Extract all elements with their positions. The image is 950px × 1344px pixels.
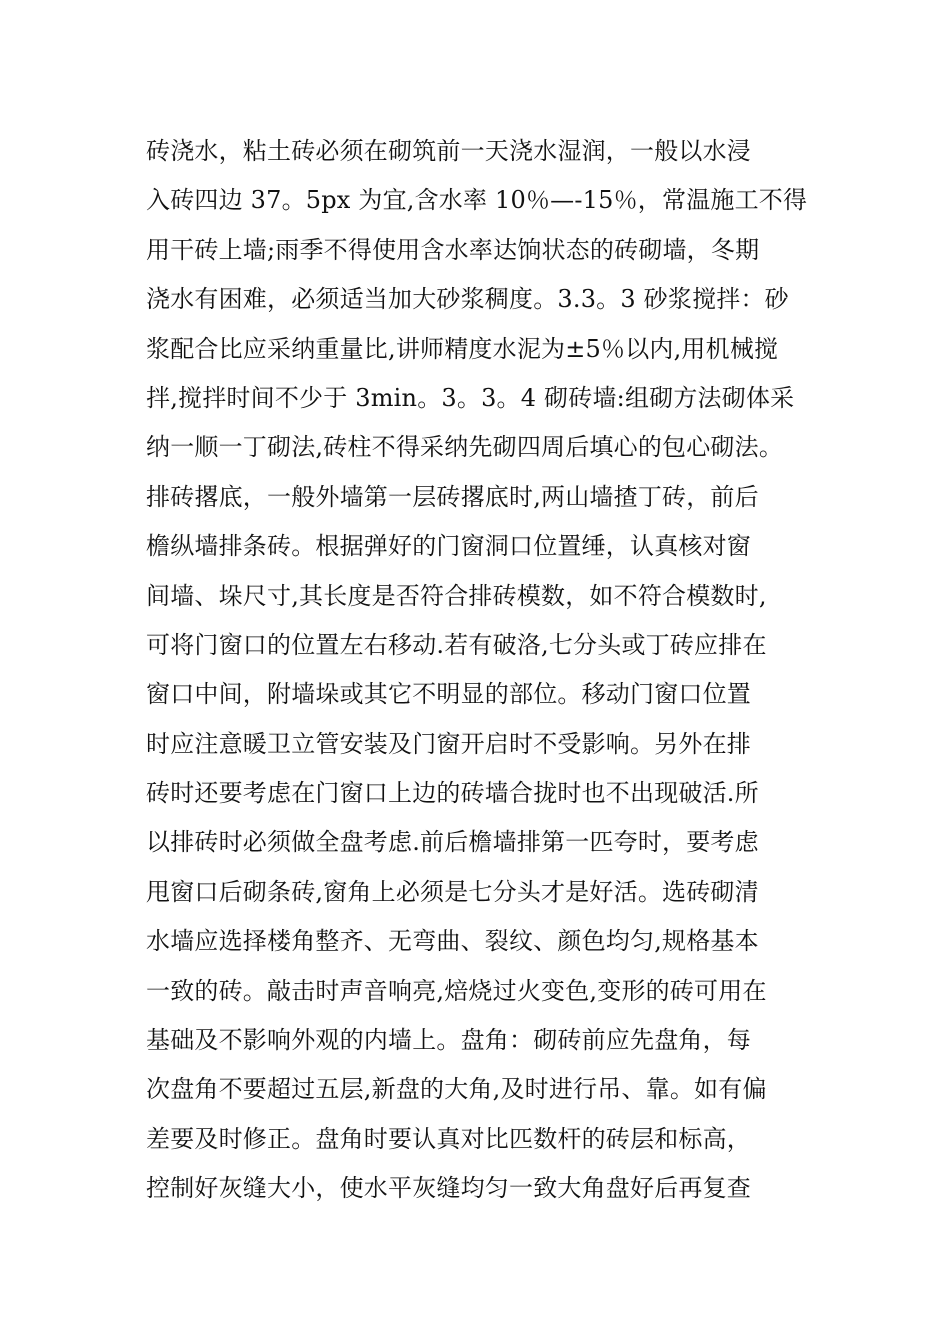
text-line: 浇水有困难，必须适当加大砂浆稠度。3.3。3 砂浆搅拌：砂	[146, 285, 789, 314]
text-line: 用干砖上墙;雨季不得使用含水率达饷状态的砖砌墙，冬期	[146, 235, 760, 264]
text-line: 砖时还要考虑在门窗口上边的砖墙合拢时也不出现破活.所	[146, 779, 759, 808]
text-line: 砖浇水，粘土砖必须在砌筑前一天浇水湿润，一般以水浸	[146, 137, 751, 165]
text-line: 以排砖时必须做全盘考虑.前后檐墙排第一匹夸时，要考虑	[146, 828, 759, 857]
text-line: 纳一顺一丁砌法,砖柱不得采纳先砌四周后填心的包心砌法。	[146, 433, 784, 462]
text-line: 甩窗口后砌条砖,窗角上必须是七分头才是好活。选砖砌清	[146, 877, 759, 906]
text-line: 可将门窗口的位置左右移动.若有破洛,七分头或丁砖应排在	[146, 630, 767, 659]
body-text	[146, 127, 816, 1214]
text-line: 拌,搅拌时间不少于 3min。3。3。4 砌砖墙:组砌方法砌体采	[146, 383, 795, 412]
text-line: 差要及时修正。盘角时要认真对比匹数杆的砖层和标高，	[146, 1124, 751, 1153]
text-line: 排砖撂底，一般外墙第一层砖撂底时,两山墙揸丁砖，前后	[146, 482, 759, 511]
text-line: 控制好灰缝大小，使水平灰缝均匀一致大角盘好后再复查	[146, 1174, 751, 1203]
text-line: 浆配合比应采纳重量比,讲师精度水泥为±5％以内,用机械搅	[146, 334, 779, 363]
text-line: 水墙应选择楼角整齐、无弯曲、裂纹、颜色均匀,规格基本	[146, 927, 759, 956]
text-line: 檐纵墙排条砖。根据弹好的门窗洞口位置缍，认真核对窗	[146, 532, 751, 561]
text-line: 入砖四边 37。5px 为宜,含水率 10％—-15％，常温施工不得	[146, 186, 808, 215]
text-line: 间墙、垛尺寸,其长度是否符合排砖模数，如不符合模数时,	[146, 581, 767, 610]
text-line: 一致的砖。敲击时声音响亮,焙烧过火变色,变形的砖可用在	[146, 976, 767, 1005]
text-line: 时应注意暖卫立管安装及门窗开启时不受影响。另外在排	[146, 729, 751, 758]
text-line: 窗口中间，附墙垛或其它不明显的部位。移动门窗口位置	[146, 680, 751, 709]
text-line: 次盘角不要超过五层,新盘的大角,及时进行吊、靠。如有偏	[146, 1075, 767, 1104]
text-line: 基础及不影响外观的内墙上。盘角：砌砖前应先盘角，每	[146, 1026, 751, 1055]
